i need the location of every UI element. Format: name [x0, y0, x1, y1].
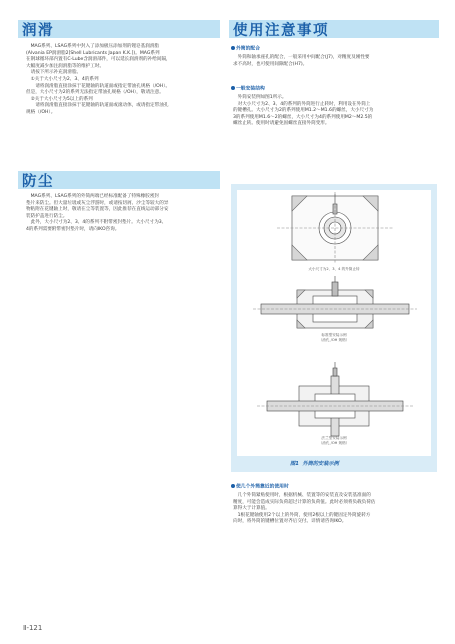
bullet-icon — [231, 484, 235, 488]
fit-heading: 外筒的配合 — [231, 46, 260, 53]
dust-title: 防尘 — [22, 173, 54, 190]
dust-body: MAG系列、LSAG系列的外筒两端已经标准配备了特殊橡胶密封 垫片来防尘。但大量垃圾或灰尘浮游时，或请按切屑、沙尘等较大的异 物粘附在花键轴上时，敬请在尘等装置等，因此推荐在直线运动部分安 装防护盖进行防尘。 此外，大小尺寸为2、3、4的系列不附带密封垫片。大小尺寸为3、 4的系列需要附带密封垫片时，请向IKO咨询。 — [26, 194, 169, 232]
dust-header — [18, 171, 220, 189]
drawing-anti-rotation — [277, 192, 393, 264]
mounting-body: 外筒安装例如图1所示。 对大小尺寸为2、3、4的系列的外筒进行止转时，利用设在外筒上 的键槽孔。大小尺寸为2的系列使用M1.2〜M1.6的螺丝，大小尺寸为 3的系列使用M1.6〜2的螺丝，大小尺寸为4的系列使用M2〜M2.5的 螺丝止转。使用时请避免固螺丝直接外筒变形。 — [233, 95, 374, 127]
lubrication-title: 润滑 — [22, 22, 54, 39]
figure-label-standard: 标准型安装示例 （油孔 /OH 规格） — [318, 333, 350, 342]
page-number: Ⅱ-121 — [23, 624, 43, 632]
lubrication-body: MAG系列、LSAG系列中封入了添加极压添加剂的锂皂基润滑脂 (Alvania EP润滑脂2[Shell Lubricants Japan K.K.])。MAG系列 在钢球循环部内置有C-Lube含润滑部件，可以延长润滑剂的补给间隔， 大幅度减少加注润滑脂等的维护工时。 请按下所示补充润滑脂。 ①关于大小尺寸为2、3、4的系列 请将润滑脂直接涂抹于花键轴的轨道面或指定带油孔规格（/OH）。 但是，大小尺寸为2的系列无法指定带油孔规格（/OH），敬请注意。 ②关于大小尺寸为5以上的系列 请将润滑脂直接涂抹于花键轴的轨道面或滚动体，或请指定带油孔 规格（/OH）。 — [26, 44, 171, 115]
precautions-header — [229, 20, 439, 38]
multi-heading: 使几个外筒靠近的使用时 — [231, 484, 289, 491]
multi-body: 几个外筒紧贴使用时，根据机械、装置等的安装直及安装基准面的 精度，可能会造成实际负荷超过计算的负荷值。此时必须将负载负荷估 算得大于计算值。 1根花键轴使用2个以上的外筒，使用2根以上的键固定外筒旋转方 向时，将外筒的键槽位置对齐后交付。详情请咨询IKO。 — [233, 493, 376, 525]
figure-label-anti-rotation: 大小尺寸为2、3、4 的外筒止转 — [308, 267, 360, 271]
mounting-heading: 一般安装结构 — [231, 86, 265, 93]
figure-caption: 图1 外筒的安装示例 — [290, 461, 339, 467]
drawing-standard-type — [253, 276, 417, 328]
precautions-title: 使用注意事项 — [233, 22, 329, 39]
bullet-icon — [231, 46, 235, 50]
bullet-icon — [231, 86, 235, 90]
figure-canvas — [237, 190, 431, 456]
fit-body: 外筒和轴承座孔的配合，一般采用中间配合(J7)，对精度及刚性要 求不高时，也可使用间隙配合(H7)。 — [233, 55, 370, 67]
lubrication-header — [18, 20, 220, 38]
figure-panel — [231, 184, 437, 472]
drawing-flange-type — [257, 362, 413, 436]
figure-label-flange: 法兰型安装示例 （油孔 /OH 规格） — [318, 436, 350, 445]
mounting-drawings — [237, 190, 431, 456]
